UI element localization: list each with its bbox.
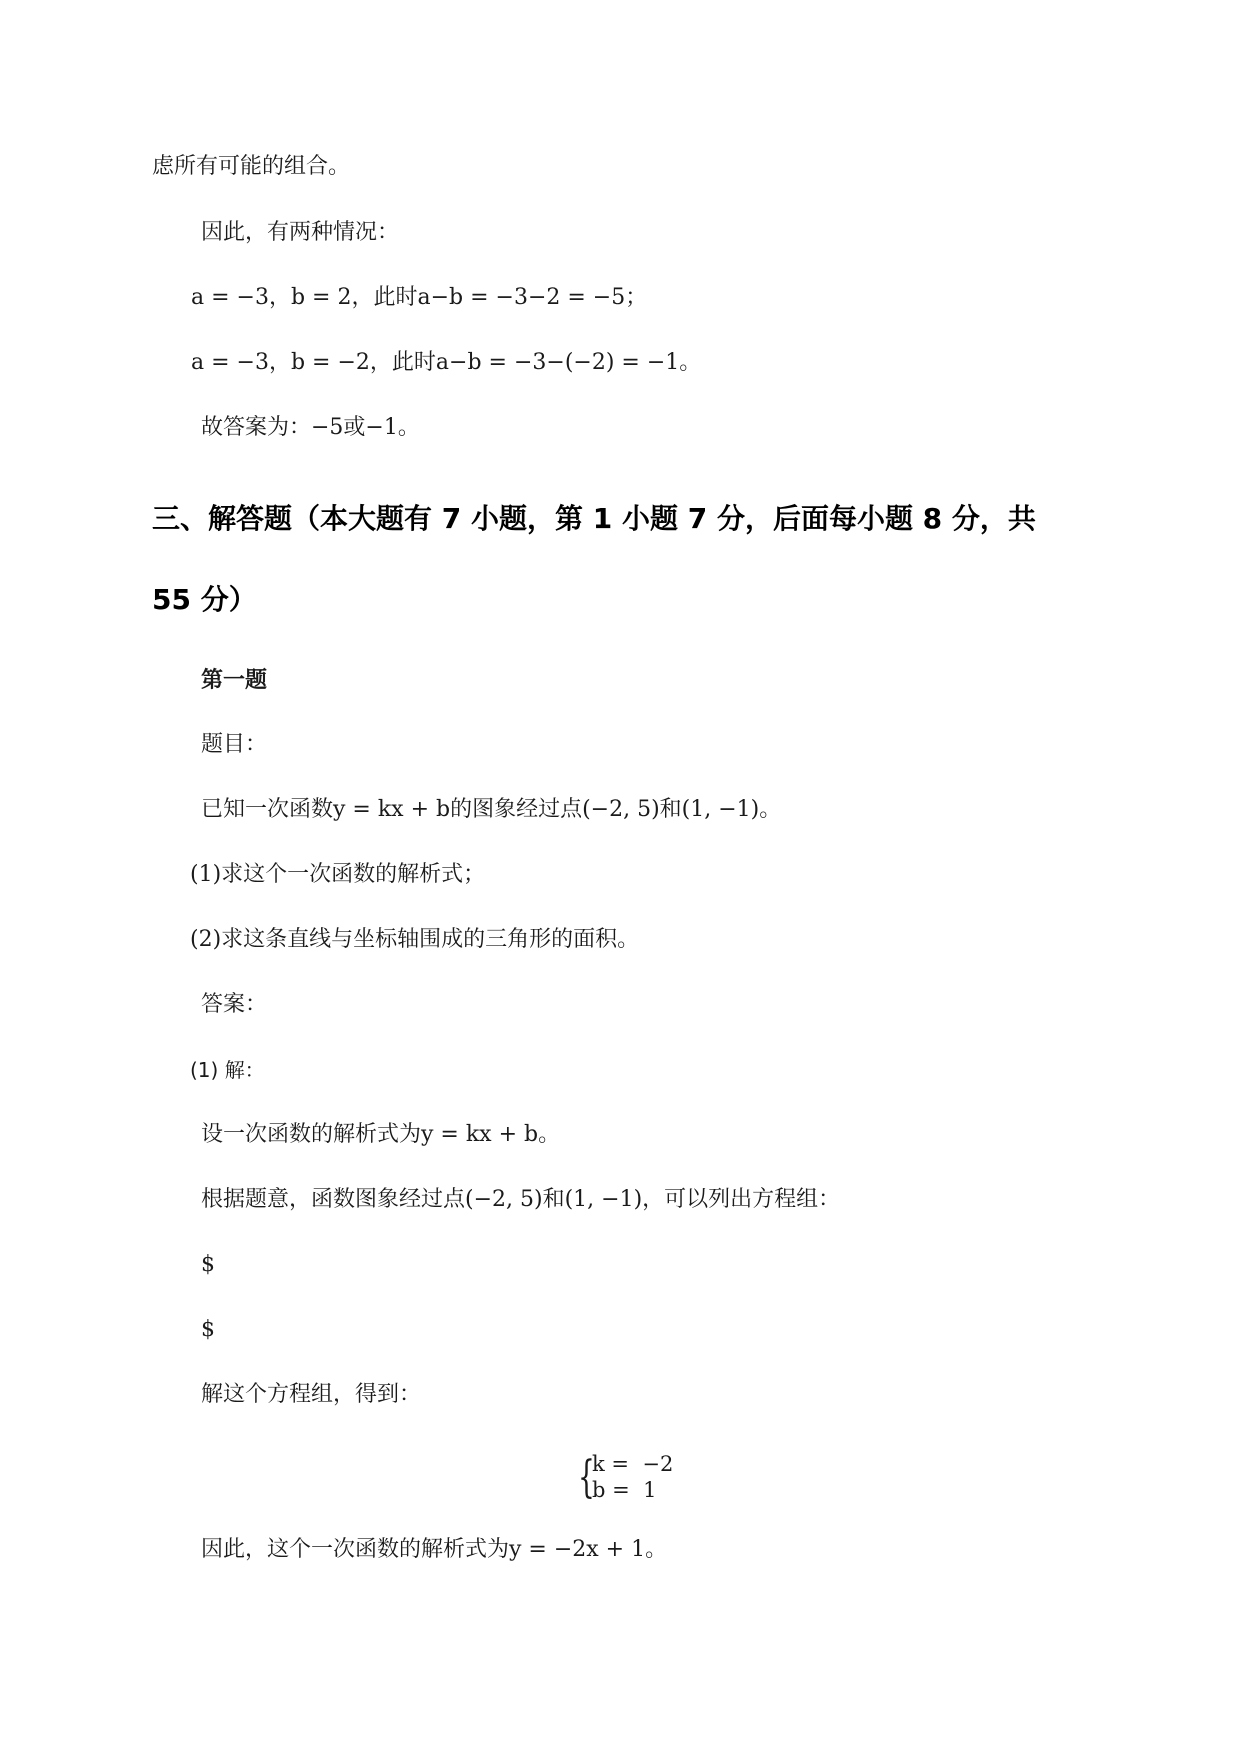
math-placeholder: $ [201, 1252, 215, 1277]
equation-system [578, 1452, 688, 1508]
math-line: a = −3，b = −2，此时a−b = −3−(−2) = −1。 [191, 350, 702, 375]
text-line: 故答案为：−5或−1。 [201, 415, 420, 440]
problem-title: 第一题 [201, 668, 268, 693]
section-heading-continued: 55 分） [152, 583, 257, 616]
text-line: 虑所有可能的组合。 [152, 154, 351, 179]
text-line: 因此，有两种情况： [201, 220, 400, 245]
solution-conclusion: 因此，这个一次函数的解析式为y = −2x + 1。 [201, 1537, 668, 1562]
solution-step: 设一次函数的解析式为y = kx + b。 [201, 1122, 561, 1147]
equation-row: k = −2 [592, 1452, 674, 1476]
problem-part-1: (1)求这个一次函数的解析式； [190, 862, 486, 887]
equation-row: b = 1 [592, 1478, 657, 1502]
math-placeholder: $ [201, 1317, 215, 1342]
brace-symbol: { [578, 1452, 595, 1503]
problem-part-2: (2)求这条直线与坐标轴围成的三角形的面积。 [190, 927, 640, 952]
section-heading: 三、解答题（本大题有 7 小题，第 1 小题 7 分，后面每小题 8 分，共 [152, 502, 1036, 535]
math-line: a = −3，b = 2，此时a−b = −3−2 = −5； [191, 285, 648, 310]
solution-step: 解这个方程组，得到： [201, 1382, 422, 1407]
answer-label: 答案： [201, 992, 268, 1017]
solution-step: 根据题意，函数图象经过点(−2, 5)和(1, −1)，可以列出方程组： [201, 1187, 841, 1212]
solution-label: (1) 解： [190, 1058, 265, 1082]
problem-statement: 已知一次函数y = kx + b的图象经过点(−2, 5)和(1, −1)。 [201, 797, 782, 822]
question-label: 题目： [201, 732, 268, 757]
